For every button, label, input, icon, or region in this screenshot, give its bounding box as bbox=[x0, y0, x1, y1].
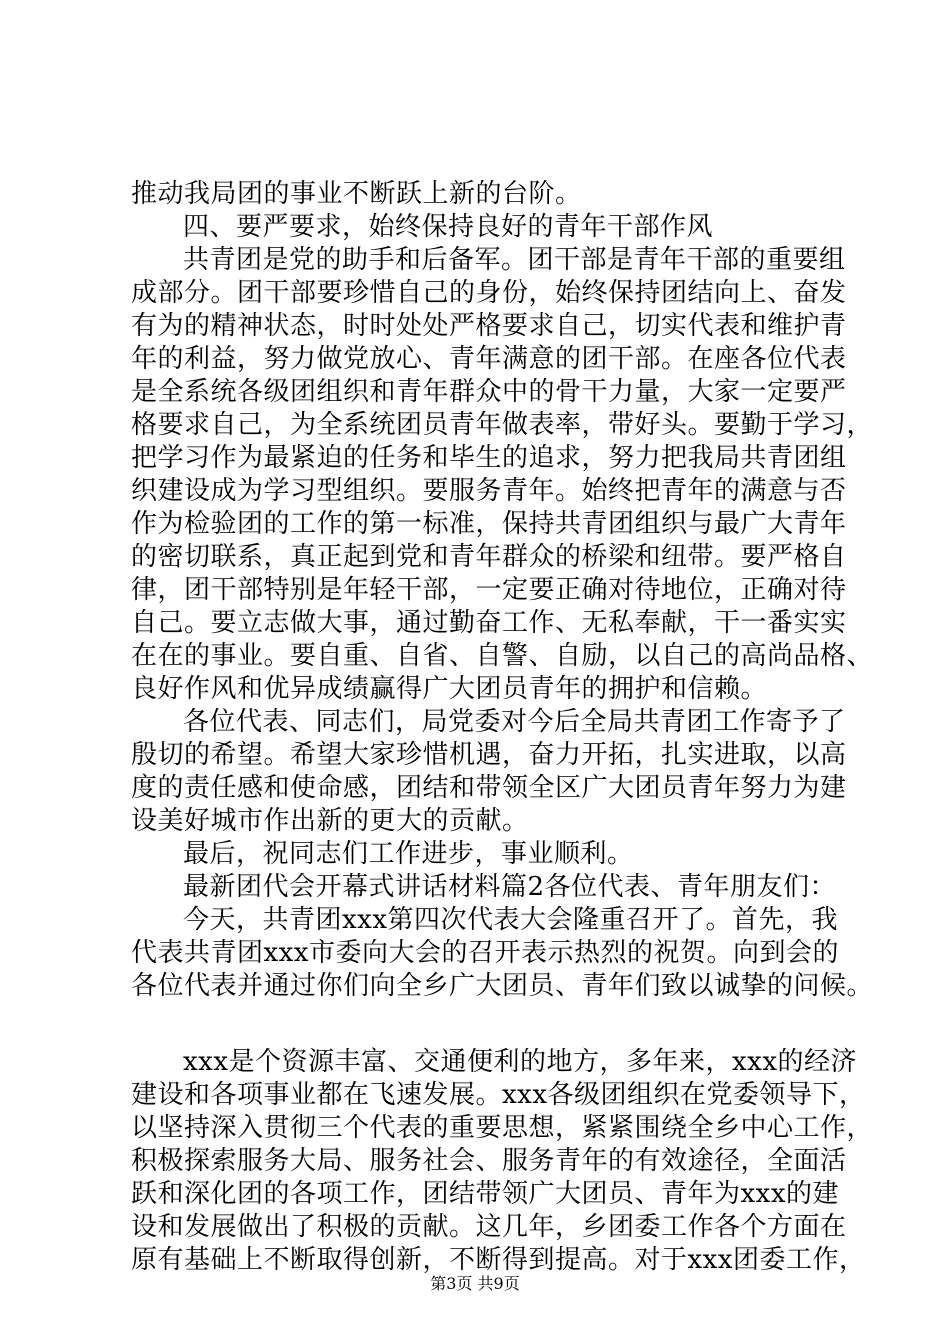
text-line: 的密切联系，真正起到党和青年群众的桥梁和纽带。要严格自 bbox=[131, 542, 847, 572]
text-line: 设和发展做出了积极的贡献。这几年，乡团委工作各个方面在 bbox=[131, 1212, 847, 1242]
text-line: 跃和深化团的各项工作，团结带领广大团员、青年为xxx的建 bbox=[131, 1179, 839, 1209]
text-line: 律，团干部特别是年轻干部，一定要正确对待地位，正确对待 bbox=[131, 575, 847, 605]
text-line: 今天，共青团xxx第四次代表大会隆重召开了。首先，我 bbox=[183, 905, 838, 935]
text-line: 共青团是党的助手和后备军。团干部是青年干部的重要组 bbox=[183, 245, 846, 275]
text-line: 年的利益，努力做党放心、青年满意的团干部。在座各位代表 bbox=[131, 344, 847, 374]
text-line: 各位代表、同志们，局党委对今后全局共青团工作寄予了 bbox=[183, 707, 846, 737]
text-line: 良好作风和优异成绩赢得广大团员青年的拥护和信赖。 bbox=[131, 674, 768, 704]
section-heading: 四、要严要求，始终保持良好的青年干部作风 bbox=[183, 212, 714, 242]
text-line: 原有基础上不断取得创新，不断得到提高。对于xxx团委工作， bbox=[131, 1245, 866, 1275]
text-line: 代表共青团xxx市委向大会的召开表示热烈的祝贺。向到会的 bbox=[131, 938, 839, 968]
text-line: 最新团代会开幕式讲话材料篇2各位代表、青年朋友们： bbox=[183, 872, 837, 902]
text-line: 以坚持深入贯彻三个代表的重要思想，紧紧围绕全乡中心工作， bbox=[131, 1113, 874, 1143]
text-line: 把学习作为最紧迫的任务和毕生的追求，努力把我局共青团组 bbox=[131, 443, 847, 473]
text-line: 在在的事业。要自重、自省、自警、自励，以自己的高尚品格、 bbox=[131, 641, 874, 671]
text-line: 成部分。团干部要珍惜自己的身份，始终保持团结向上、奋发 bbox=[131, 278, 847, 308]
text-line: 推动我局团的事业不断跃上新的台阶。 bbox=[131, 179, 582, 209]
text-line: 度的责任感和使命感，团结和带领全区广大团员青年努力为建 bbox=[131, 773, 847, 803]
text-line: xxx是个资源丰富、交通便利的地方，多年来，xxx的经济 bbox=[183, 1047, 857, 1077]
text-line: 最后，祝同志们工作进步，事业顺利。 bbox=[183, 839, 634, 869]
text-line: 积极探索服务大局、服务社会、服务青年的有效途径，全面活 bbox=[131, 1146, 847, 1176]
text-line: 格要求自己，为全系统团员青年做表率，带好头。要勤于学习， bbox=[131, 410, 874, 440]
text-line: 织建设成为学习型组织。要服务青年。始终把青年的满意与否 bbox=[131, 476, 847, 506]
text-line: 作为检验团的工作的第一标准，保持共青团组织与最广大青年 bbox=[131, 509, 847, 539]
text-line: 自己。要立志做大事，通过勤奋工作、无私奉献，干一番实实 bbox=[131, 608, 847, 638]
text-line: 殷切的希望。希望大家珍惜机遇，奋力开拓，扎实进取，以高 bbox=[131, 740, 847, 770]
text-line: 设美好城市作出新的更大的贡献。 bbox=[131, 806, 529, 836]
text-line: 各位代表并通过你们向全乡广大团员、青年们致以诚挚的问候。 bbox=[131, 971, 874, 1001]
text-line: 建设和各项事业都在飞速发展。xxx各级团组织在党委领导下， bbox=[131, 1080, 866, 1110]
text-line: 是全系统各级团组织和青年群众中的骨干力量，大家一定要严 bbox=[131, 377, 847, 407]
page-number: 第3页 共9页 bbox=[430, 1274, 520, 1293]
text-line: 有为的精神状态，时时处处严格要求自己，切实代表和维护青 bbox=[131, 311, 847, 341]
